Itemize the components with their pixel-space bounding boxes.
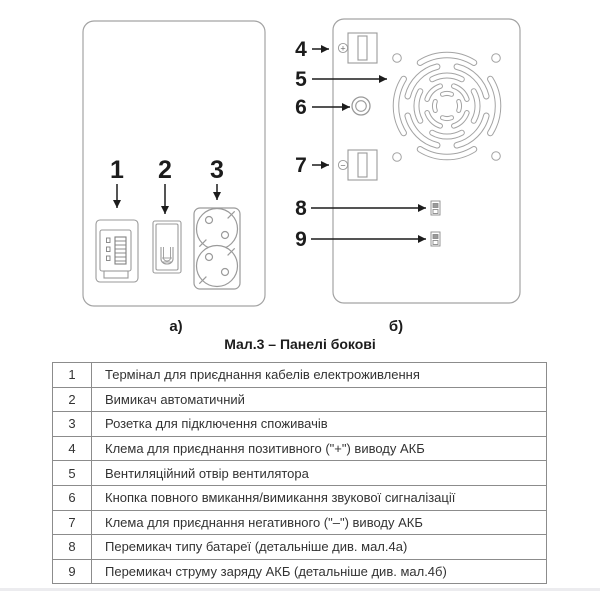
row-number: 9 — [53, 559, 92, 584]
panel-a-label: а) — [169, 318, 183, 335]
row-number: 1 — [53, 363, 92, 388]
callout-7: 7 — [295, 154, 307, 177]
row-description: Термінал для приєднання кабелів електроживлення — [92, 363, 547, 388]
row-number: 8 — [53, 535, 92, 560]
row-description: Кнопка повного вмикання/вимикання звукової сигналізації — [92, 485, 547, 510]
panel-b-label: б) — [388, 318, 404, 335]
plus-symbol: + — [340, 43, 346, 54]
row-description: Вимикач автоматичний — [92, 387, 547, 412]
table-row — [53, 559, 547, 584]
callout-2: 2 — [158, 156, 172, 184]
callout-8: 8 — [295, 197, 307, 220]
row-number: 3 — [53, 412, 92, 437]
row-description: Перемикач типу батареї (детальніше див. мал.4а) — [92, 535, 547, 560]
row-number: 5 — [53, 461, 92, 486]
row-description: Вентиляційний отвір вентилятора — [92, 461, 547, 486]
callout-4: 4 — [295, 38, 307, 61]
callout-6: 6 — [295, 96, 307, 119]
figure-caption: Мал.3 – Панелі бокові — [224, 336, 376, 352]
charge-current-switch-icon — [431, 232, 440, 246]
row-number: 6 — [53, 485, 92, 510]
table-row — [53, 412, 547, 437]
callout-3: 3 — [210, 156, 224, 184]
table-row — [53, 510, 547, 535]
table-row — [53, 461, 547, 486]
row-description: Розетка для підключення споживачів — [92, 412, 547, 437]
callout-5: 5 — [295, 68, 307, 91]
legend-table — [52, 362, 547, 584]
battery-type-switch-icon — [431, 201, 440, 215]
row-number: 4 — [53, 436, 92, 461]
page-edge-divider — [0, 588, 600, 591]
table-row — [53, 387, 547, 412]
buzzer-button-icon — [352, 97, 370, 115]
callout-1: 1 — [110, 156, 124, 184]
row-description: Перемикач струму заряду АКБ (детальніше див. мал.4б) — [92, 559, 547, 584]
power-socket-icon — [194, 208, 240, 289]
callout-9: 9 — [295, 228, 307, 251]
row-description: Клема для приєднання негативного ("–") виводу АКБ — [92, 510, 547, 535]
table-row — [53, 436, 547, 461]
table-row — [53, 535, 547, 560]
row-number: 2 — [53, 387, 92, 412]
minus-symbol: − — [340, 160, 346, 171]
row-number: 7 — [53, 510, 92, 535]
table-row — [53, 485, 547, 510]
table-row — [53, 363, 547, 388]
row-description: Клема для приєднання позитивного ("+") виводу АКБ — [92, 436, 547, 461]
